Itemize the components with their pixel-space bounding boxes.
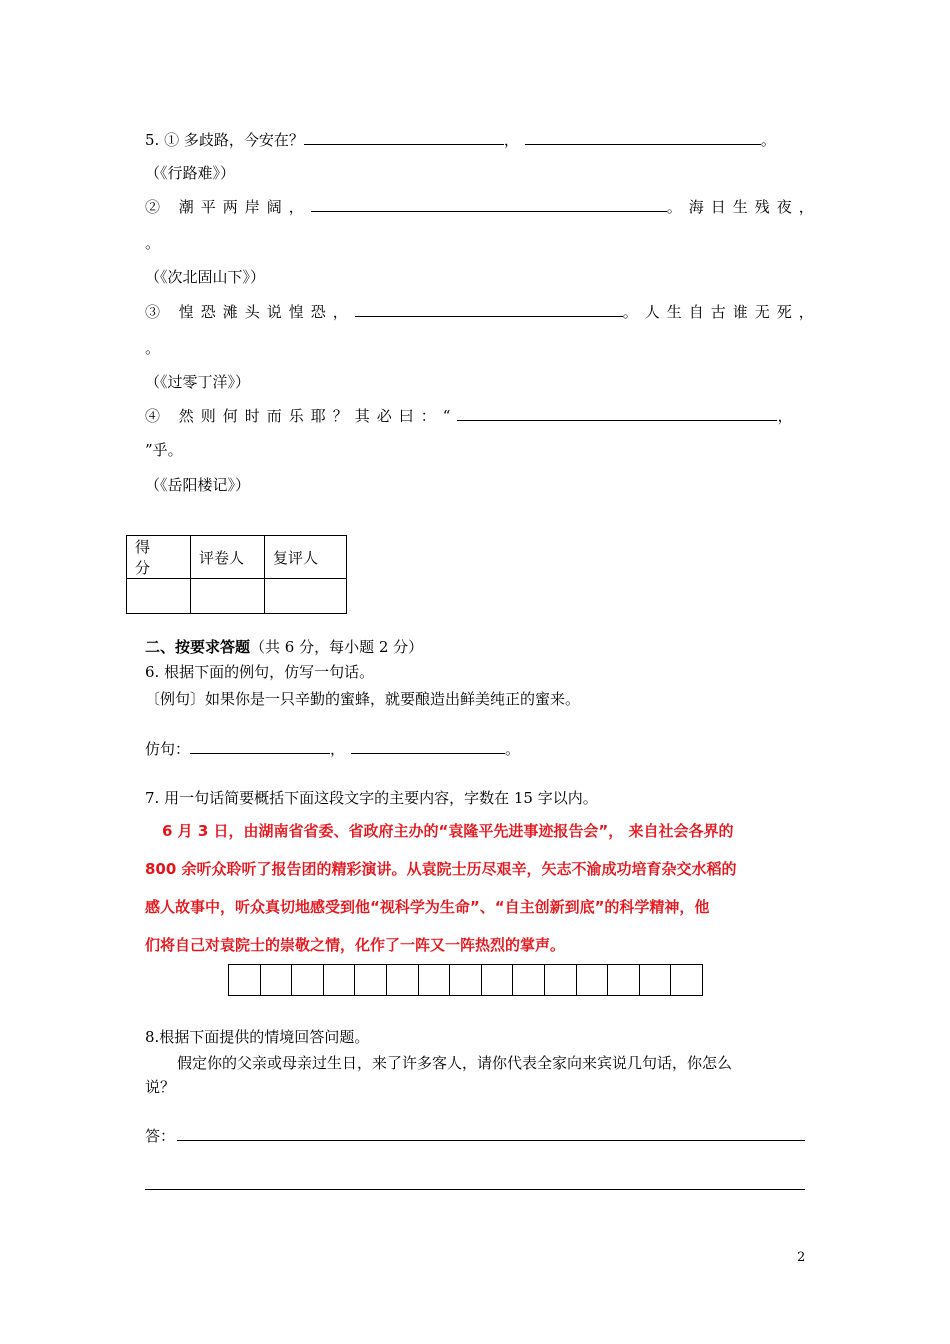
score-table — [126, 535, 347, 614]
answer-box[interactable] — [481, 964, 513, 996]
answer-box[interactable] — [639, 964, 671, 996]
q6-blank-b[interactable] — [351, 737, 505, 754]
q5-1-comma: ， — [503, 131, 519, 149]
q5-3-source: （《过零丁洋》） — [145, 373, 251, 391]
q5-4-cont: ”乎。 — [145, 441, 183, 459]
q5-1-blank-b[interactable] — [525, 128, 761, 145]
score-cell-reviewer[interactable] — [265, 579, 347, 614]
q5-1-prompt: 5. ① 多歧路，今安在？ — [145, 131, 304, 149]
section2-title: 二、按要求答题 — [145, 638, 251, 656]
q6-blank-a[interactable] — [190, 737, 330, 754]
score-cell-grader[interactable] — [191, 579, 265, 614]
q7-passage-line1: 6 月 3 日，由湖南省省委、省政府主办的“袁隆平先进事迹报告会”， 来自社会各界的 — [162, 822, 734, 840]
q5-3-blank-a[interactable] — [355, 300, 623, 317]
q5-2-blank-a[interactable] — [311, 195, 667, 212]
q5-3-cont: 。 — [145, 339, 161, 357]
q6-prompt-text: 根据下面的例句，仿写一句话。 — [164, 663, 375, 681]
answer-box[interactable] — [291, 964, 323, 996]
q5-3-tail: 。人生自古谁无死， — [622, 303, 821, 321]
answer-box[interactable] — [449, 964, 481, 996]
q5-line2 — [145, 195, 821, 217]
q8-answer-label: 答： — [145, 1127, 176, 1145]
score-cell-defen[interactable] — [127, 579, 191, 614]
answer-box[interactable] — [544, 964, 576, 996]
q8-prompt: 8.根据下面提供的情境回答问题。 — [145, 1028, 370, 1046]
q6-number: 6. — [145, 663, 165, 681]
q5-4-prompt: ④ 然则何时而乐耶？其必曰：“ — [145, 407, 458, 425]
q5-line3 — [145, 300, 821, 322]
answer-box[interactable] — [512, 964, 544, 996]
q6-example — [145, 688, 580, 709]
q6-period: 。 — [505, 740, 521, 758]
q5-line1 — [145, 128, 776, 150]
answer-box[interactable] — [354, 964, 386, 996]
q8-answer-line-1[interactable] — [177, 1140, 805, 1141]
score-header-grader: 评卷人 — [191, 536, 265, 579]
answer-box[interactable] — [418, 964, 450, 996]
answer-box[interactable] — [323, 964, 355, 996]
q5-2-prompt: ② 潮平两岸阔， — [145, 198, 311, 216]
answer-box[interactable] — [576, 964, 608, 996]
score-header-defen: 得 分 — [127, 536, 191, 579]
q7-answer-grid — [228, 964, 703, 996]
page-number: 2 — [797, 1250, 806, 1265]
answer-box[interactable] — [260, 964, 292, 996]
q5-4-blank-a[interactable] — [457, 404, 777, 421]
q7-prompt: 7. 用一句话简要概括下面这段文字的主要内容，字数在 15 字以内。 — [145, 789, 598, 807]
q8-answer-line-2[interactable] — [145, 1189, 805, 1190]
q6-prompt — [145, 661, 374, 682]
q5-2-tail: 。海日生残夜， — [666, 198, 821, 216]
q7-passage-line3: 感人故事中，听众真切地感受到他“视科学为生命”、“自主创新到底”的科学精神，他 — [145, 898, 710, 916]
q7-passage-line2: 800 余听众聆听了报告团的精彩演讲。从袁院士历尽艰辛，矢志不渝成功培育杂交水稻的 — [145, 860, 737, 878]
q6-comma: ， — [330, 740, 346, 758]
q5-1-period: 。 — [760, 131, 776, 149]
q5-4-tail: ， — [777, 407, 800, 425]
q5-1-blank-a[interactable] — [304, 128, 504, 145]
answer-box[interactable] — [670, 964, 703, 996]
score-header-reviewer: 复评人 — [265, 536, 347, 579]
q8-scenario-line2: 说？ — [145, 1078, 176, 1096]
q6-answer-line — [145, 737, 520, 759]
answer-box[interactable] — [386, 964, 418, 996]
q5-line4 — [145, 404, 799, 426]
q7-passage-line4: 们将自己对袁院士的崇敬之情，化作了一阵又一阵热烈的掌声。 — [145, 936, 566, 954]
q5-4-source: （《岳阳楼记》） — [145, 476, 251, 494]
q6-example-text: 如果你是一只辛勤的蜜蜂，就要酿造出鲜美纯正的蜜来。 — [205, 690, 581, 708]
q5-1-source: （《行路难》） — [145, 164, 236, 182]
q5-2-source: （《次北固山下》） — [145, 268, 266, 286]
section2-heading — [145, 636, 423, 657]
answer-box[interactable] — [607, 964, 639, 996]
answer-box[interactable] — [228, 964, 260, 996]
q8-scenario-line1: 假定你的父亲或母亲过生日，来了许多客人，请你代表全家向来宾说几句话，你怎么 — [177, 1054, 733, 1072]
q5-2-cont: 。 — [145, 234, 161, 252]
q6-example-label: 〔例句〕 — [145, 690, 206, 708]
q6-answer-label: 仿句： — [145, 740, 191, 758]
q5-3-prompt: ③ 惶恐滩头说惶恐， — [145, 303, 355, 321]
section2-note: （共 6 分，每小题 2 分） — [250, 638, 424, 656]
